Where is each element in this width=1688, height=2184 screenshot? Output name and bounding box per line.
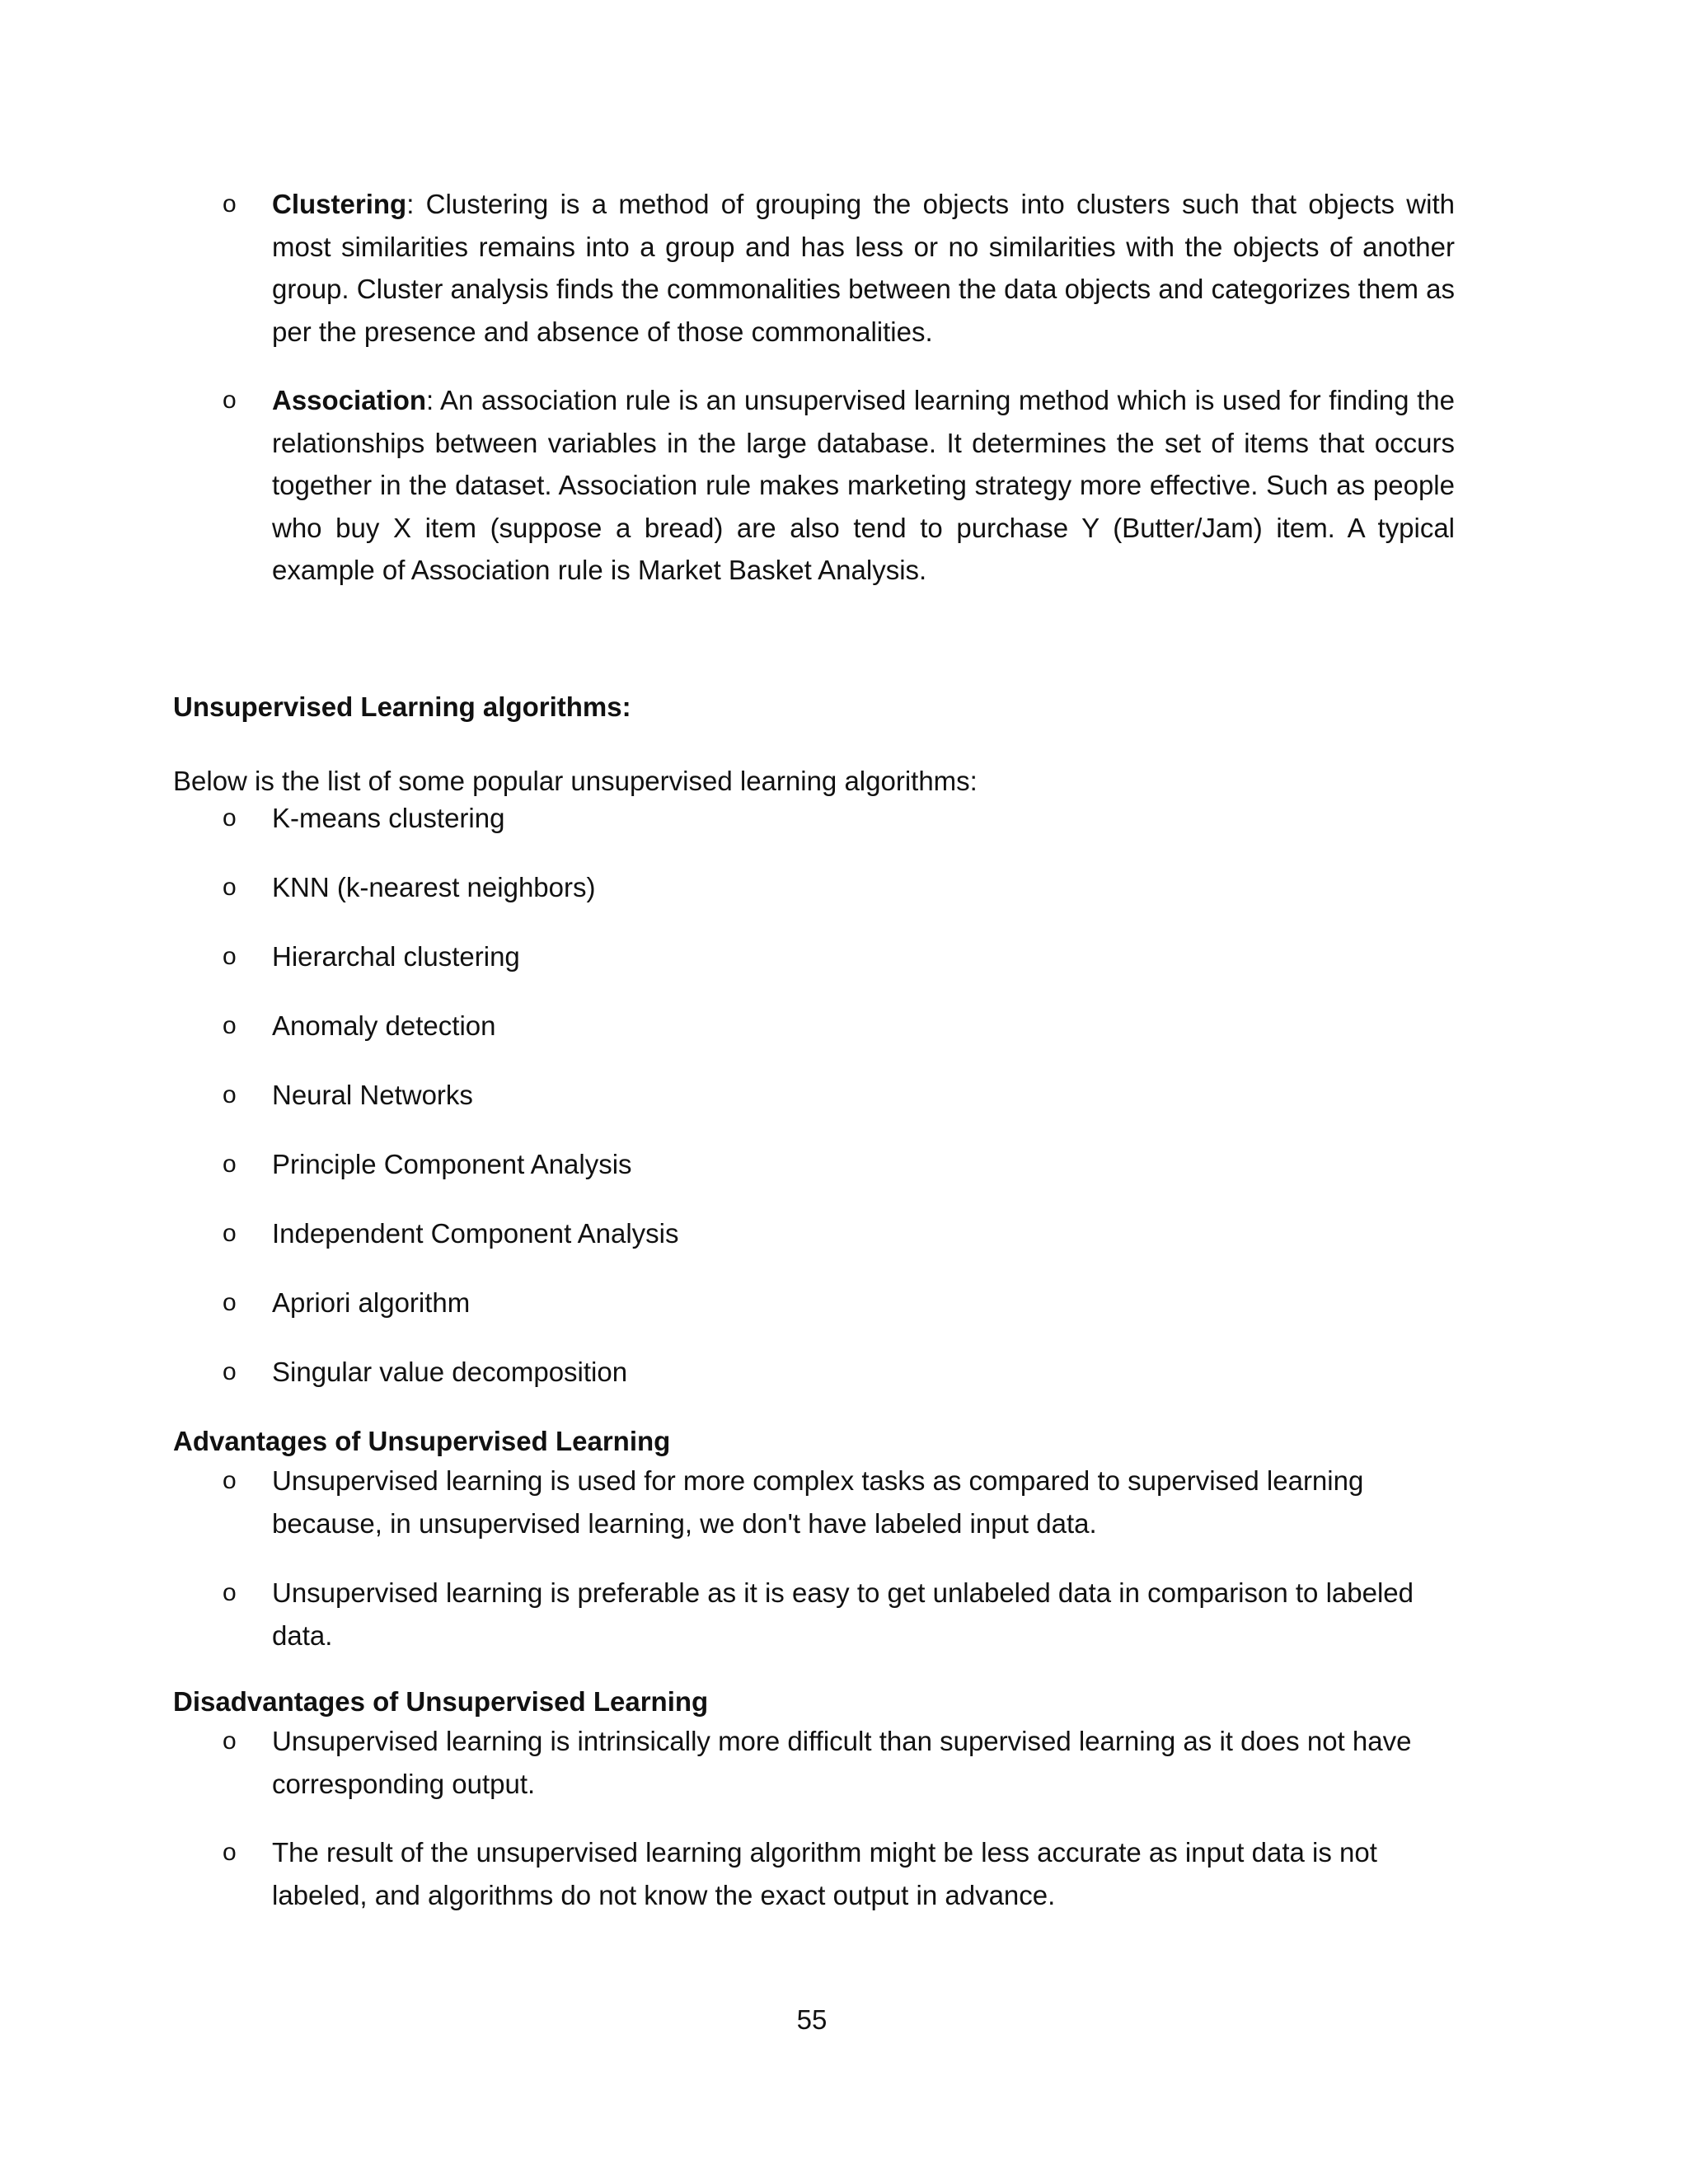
list-item-association xyxy=(223,379,1455,592)
bullet-icon: o xyxy=(223,1289,237,1316)
section-heading-disadvantages: Disadvantages of Unsupervised Learning xyxy=(173,1686,709,1717)
algorithm-name: Hierarchal clustering xyxy=(272,941,520,972)
bullet-icon: o xyxy=(223,1220,237,1247)
bullet-icon: o xyxy=(223,943,237,970)
algorithm-name: Singular value decomposition xyxy=(272,1357,628,1387)
disadvantage-text: Unsupervised learning is intrinsically more difficult than supervised learning as it does not have corresponding output. xyxy=(272,1726,1412,1799)
list-item-clustering xyxy=(223,183,1455,353)
disadvantage-text: The result of the unsupervised learning algorithm might be less accurate as input data is not labeled, and algorithms do not know the exact output in advance. xyxy=(272,1837,1377,1910)
list-item xyxy=(223,869,596,906)
algorithm-name: Apriori algorithm xyxy=(272,1287,471,1318)
list-item xyxy=(223,1284,471,1321)
term-clustering: Clustering xyxy=(272,189,407,219)
algorithm-name: K-means clustering xyxy=(272,803,505,833)
bullet-icon: o xyxy=(223,1358,237,1385)
list-item xyxy=(223,1572,1455,1657)
list-item xyxy=(223,1146,632,1183)
bullet-icon: o xyxy=(223,874,237,901)
list-item xyxy=(223,1076,473,1113)
bullet-icon: o xyxy=(223,1012,237,1039)
list-item xyxy=(223,938,520,975)
bullet-icon: o xyxy=(223,804,237,832)
page-number: 55 xyxy=(796,2004,828,2035)
bullet-icon: o xyxy=(223,1579,237,1606)
bullet-icon: o xyxy=(223,1839,237,1866)
algorithm-name: Neural Networks xyxy=(272,1080,473,1110)
list-item xyxy=(223,1007,496,1044)
clustering-description: : Clustering is a method of grouping the objects into clusters such that objects with most similarities remains into a group and has less or no similarities with the objects of another group. Cluster analysis finds the commonalities between the data objects and categorizes them as per the presence and absence of those commonalities. xyxy=(272,189,1455,347)
list-item xyxy=(223,1460,1455,1544)
association-description: : An association rule is an unsupervised learning method which is used for finding the relationships between variables in the large database. It determines the set of items that occurs together in the dataset. Association rule makes marketing strategy more effective. Such as people who buy X item (suppose a bread) are also tend to purchase Y (Butter/Jam) item. A typical example of Association rule is Market Basket Analysis. xyxy=(272,385,1455,585)
advantage-text: Unsupervised learning is used for more complex tasks as compared to supervised learning because, in unsupervised learning, we don't have labeled input data. xyxy=(272,1465,1364,1539)
bullet-icon: o xyxy=(223,387,237,414)
section-heading-advantages: Advantages of Unsupervised Learning xyxy=(173,1426,671,1456)
bullet-icon: o xyxy=(223,1467,237,1494)
bullet-icon: o xyxy=(223,1151,237,1178)
bullet-icon: o xyxy=(223,1081,237,1108)
list-item xyxy=(223,1720,1455,1805)
algorithm-name: KNN (k-nearest neighbors) xyxy=(272,872,596,902)
list-item xyxy=(223,1831,1455,1916)
bullet-icon: o xyxy=(223,1727,237,1755)
algorithm-name: Principle Component Analysis xyxy=(272,1149,632,1179)
list-item xyxy=(223,1353,628,1390)
algorithms-intro: Below is the list of some popular unsupervised learning algorithms: xyxy=(173,766,978,796)
algorithm-name: Anomaly detection xyxy=(272,1010,496,1041)
section-heading-algorithms: Unsupervised Learning algorithms: xyxy=(173,691,631,722)
advantage-text: Unsupervised learning is preferable as it is easy to get unlabeled data in comparison to labeled data. xyxy=(272,1577,1414,1651)
bullet-icon: o xyxy=(223,190,237,218)
term-association: Association xyxy=(272,385,427,415)
algorithm-name: Independent Component Analysis xyxy=(272,1218,679,1249)
list-item xyxy=(223,1215,679,1252)
list-item xyxy=(223,799,505,837)
